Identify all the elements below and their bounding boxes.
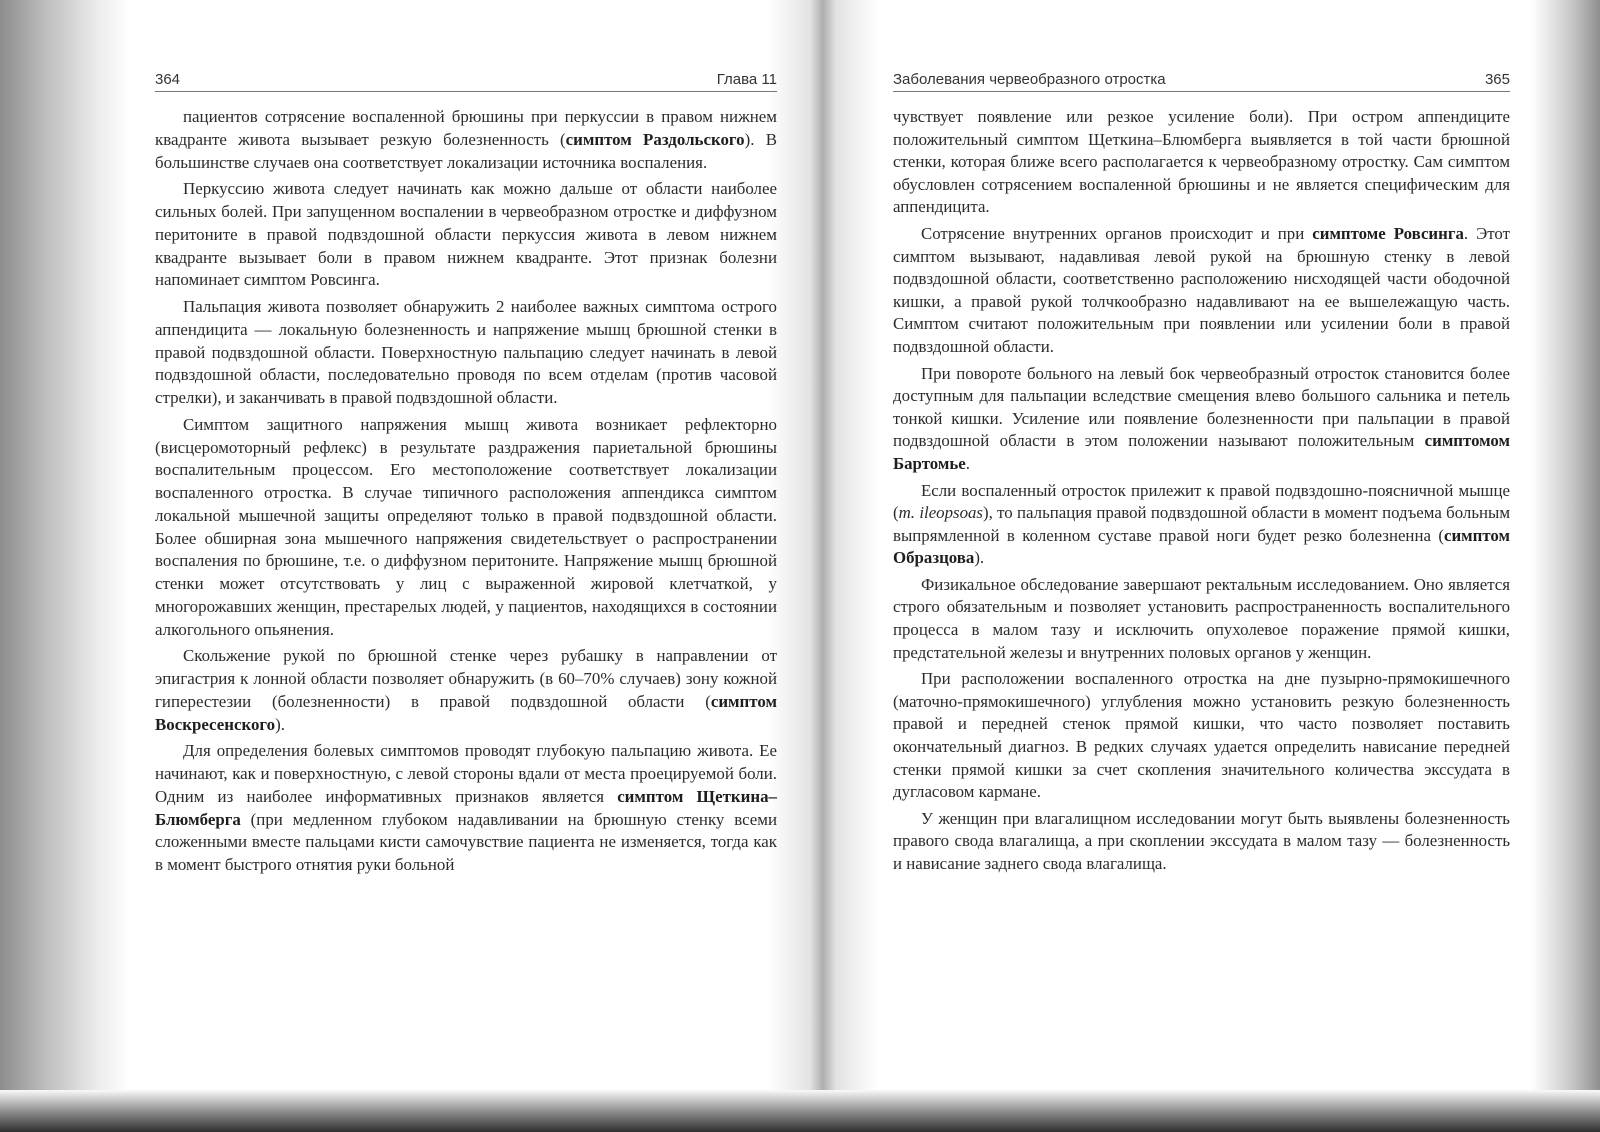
- text-run: Если воспаленный отросток прилежит к правой подвздошно-поясничной мышце (: [893, 480, 1510, 523]
- body-paragraph: [893, 808, 1510, 876]
- text-run: Перкуссию живота следует начинать как можно дальше от области наиболее сильных болей. При запущенном воспалении в червеобразном отростке и диффузном перитоните в правой подвздошной области перкуссия живота в левом нижнем квадранте вызывает боли в правом нижнем квадранте. Этот признак болезни напоминает симптом Ровсинга.: [155, 179, 777, 290]
- body-paragraph: [893, 106, 1510, 219]
- scan-shadow-left: [0, 0, 130, 1132]
- scan-shadow-bottom: [0, 1090, 1600, 1132]
- body-paragraph: [893, 668, 1510, 804]
- body-paragraph: [155, 645, 777, 736]
- text-run: Симптом защитного напряжения мышц живота возникает рефлекторно (висцеромоторный рефлекс) в результате раздражения париетальной брюшины воспалительным процессом. Его местоположение соответствует локализации воспаленного отростка. В случае типичного расположения аппендикса симптом локальной мышечной защиты определяют только в правой подвздошной области. Более обширная зона мышечного напряжения свидетельствует о распространении воспаления по брюшине, т.е. о диффузном перитоните. Напряжение мышц брюшной стенки может отсутствовать у лиц с выраженной жировой клетчаткой, у многорожавших женщин, престарелых людей, у пациентов, находящихся в состоянии алкогольного опьянения.: [155, 414, 777, 639]
- page-number: 365: [1484, 71, 1510, 88]
- text-run: . Этот симптом вызывают, надавливая левой рукой на брюшную стенку в левой подвздошной области, соответственно расположению нисходящей части ободочной кишки, а правой рукой толчкообразно надавливают на ее вышележащую часть. Симптом считают положительным при появлении или усилении боли в правой подвздошной области.: [893, 223, 1510, 356]
- bold-term: симптом Раздольского: [565, 129, 745, 149]
- running-head: Глава 11: [716, 71, 777, 88]
- text-run: У женщин при влагалищном исследовании могут быть выявлены болезненность правого свода влагалища, а при скоплении экссудата в малом тазу — болезненность и нависание заднего свода влагалища.: [893, 808, 1510, 873]
- text-run: ).: [974, 548, 985, 568]
- book-gutter: [768, 0, 878, 1132]
- left-page-body: [155, 106, 777, 877]
- body-paragraph: [155, 740, 777, 877]
- body-paragraph: [155, 296, 777, 410]
- bold-term: симптомом Бартомье: [893, 431, 1510, 473]
- text-run: ).: [275, 714, 285, 734]
- text-run: Скольжение рукой по брюшной стенке через рубашку в направлении от эпигастрия к лонной области позволяет обнаружить (в 60–70% случаев) зону кожной гиперестезии (болезненности) в правой подвздошной области (: [155, 646, 777, 711]
- body-paragraph: [893, 574, 1510, 664]
- text-run: пациентов сотрясение воспаленной брюшины при перкуссии в правом нижнем квадранте живота вызывает резкую болезненность (: [155, 107, 777, 149]
- text-run: ). В большинстве случаев она соответствует локализации источника воспаления.: [155, 129, 777, 172]
- scan-shadow-right: [1530, 0, 1600, 1132]
- text-run: При повороте больного на левый бок червеобразный отросток становится более доступным для пальпации вследствие смещения влево большого сальника и петель тонкой кишки. Усиление или появление болезненности при пальпации в правой подвздошной области в этом положении называют положительным: [893, 363, 1510, 451]
- text-run: чувствует появление или резкое усиление боли). При остром аппендиците положительный симптом Щеткина–Блюмберга выявляется в той части брюшной стенки, которая ближе всего располагается к червеобразному отростку. Сам симптом обусловлен сотрясением воспаленной брюшины и не является специфическим для аппендицита.: [893, 107, 1510, 217]
- body-paragraph: [155, 106, 777, 174]
- body-paragraph: [155, 178, 777, 292]
- text-run: Пальпация живота позволяет обнаружить 2 наиболее важных симптома острого аппендицита — локальную болезненность и напряжение мышц брюшной стенки в правой подвздошной области. Поверхностную пальпацию следует начинать в левой подвздошной области, последовательно проводя по всем отделам (против часовой стрелки), и заканчивать в правой подвздошной области.: [155, 297, 777, 407]
- bold-term: симптом Щеткина–Блюмберга: [155, 786, 777, 829]
- right-page-header: [893, 58, 1510, 92]
- body-paragraph: [155, 414, 777, 642]
- bold-term: симптоме Ровсинга: [1312, 223, 1464, 243]
- body-paragraph: [893, 223, 1510, 359]
- text-run: Для определения болевых симптомов проводят глубокую пальпацию живота. Ее начинают, как и поверхностную, с левой стороны вдали от места проецируемой боли. Одним из наиболее информативных признаков является: [155, 741, 777, 806]
- left-page: [155, 58, 777, 881]
- text-run: .: [965, 453, 970, 473]
- running-head: Заболевания червеобразного отростка: [893, 71, 1166, 88]
- text-run: (при медленном глубоком надавливании на брюшную стенку всеми сложенными вместе пальцами кисти самочувствие пациента не изменяется, тогда как в момент быстрого отнятия руки больной: [155, 809, 777, 874]
- body-paragraph: [893, 363, 1510, 476]
- right-page-body: [893, 106, 1510, 876]
- right-page: [893, 58, 1510, 880]
- text-run: При расположении воспаленного отростка на дне пузырно-прямокишечного (маточно-прямокишечного) углубления можно установить резкую болезненность правой и передней стенок прямой кишки, что часто позволяет поставить окончательный диагноз. В редких случаях удается определить нависание передней стенки прямой кишки за счет скопления значительного количества экссудата в дугласовом кармане.: [893, 669, 1510, 802]
- text-run: ), то пальпация правой подвздошной области в момент подъема больным выпрямленной в коленном суставе правой ноги будет резко болезненна (: [893, 503, 1510, 545]
- text-run: Физикальное обследование завершают ректальным исследованием. Оно является строго обязательным и позволяет установить распространенность воспалительного процесса в малом тазу и исключить опухолевое поражение прямой кишки, предстательной железы и внутренних половых органов у женщин.: [893, 574, 1510, 662]
- page-number: 364: [155, 71, 181, 88]
- italic-term: m. ileopsoas: [898, 503, 983, 523]
- bold-term: симптом Образцова: [893, 525, 1510, 568]
- text-run: Сотрясение внутренних органов происходит и при: [921, 223, 1313, 243]
- body-paragraph: [893, 480, 1510, 570]
- left-page-header: [155, 58, 777, 92]
- bold-term: симптом Воскресенского: [155, 691, 777, 734]
